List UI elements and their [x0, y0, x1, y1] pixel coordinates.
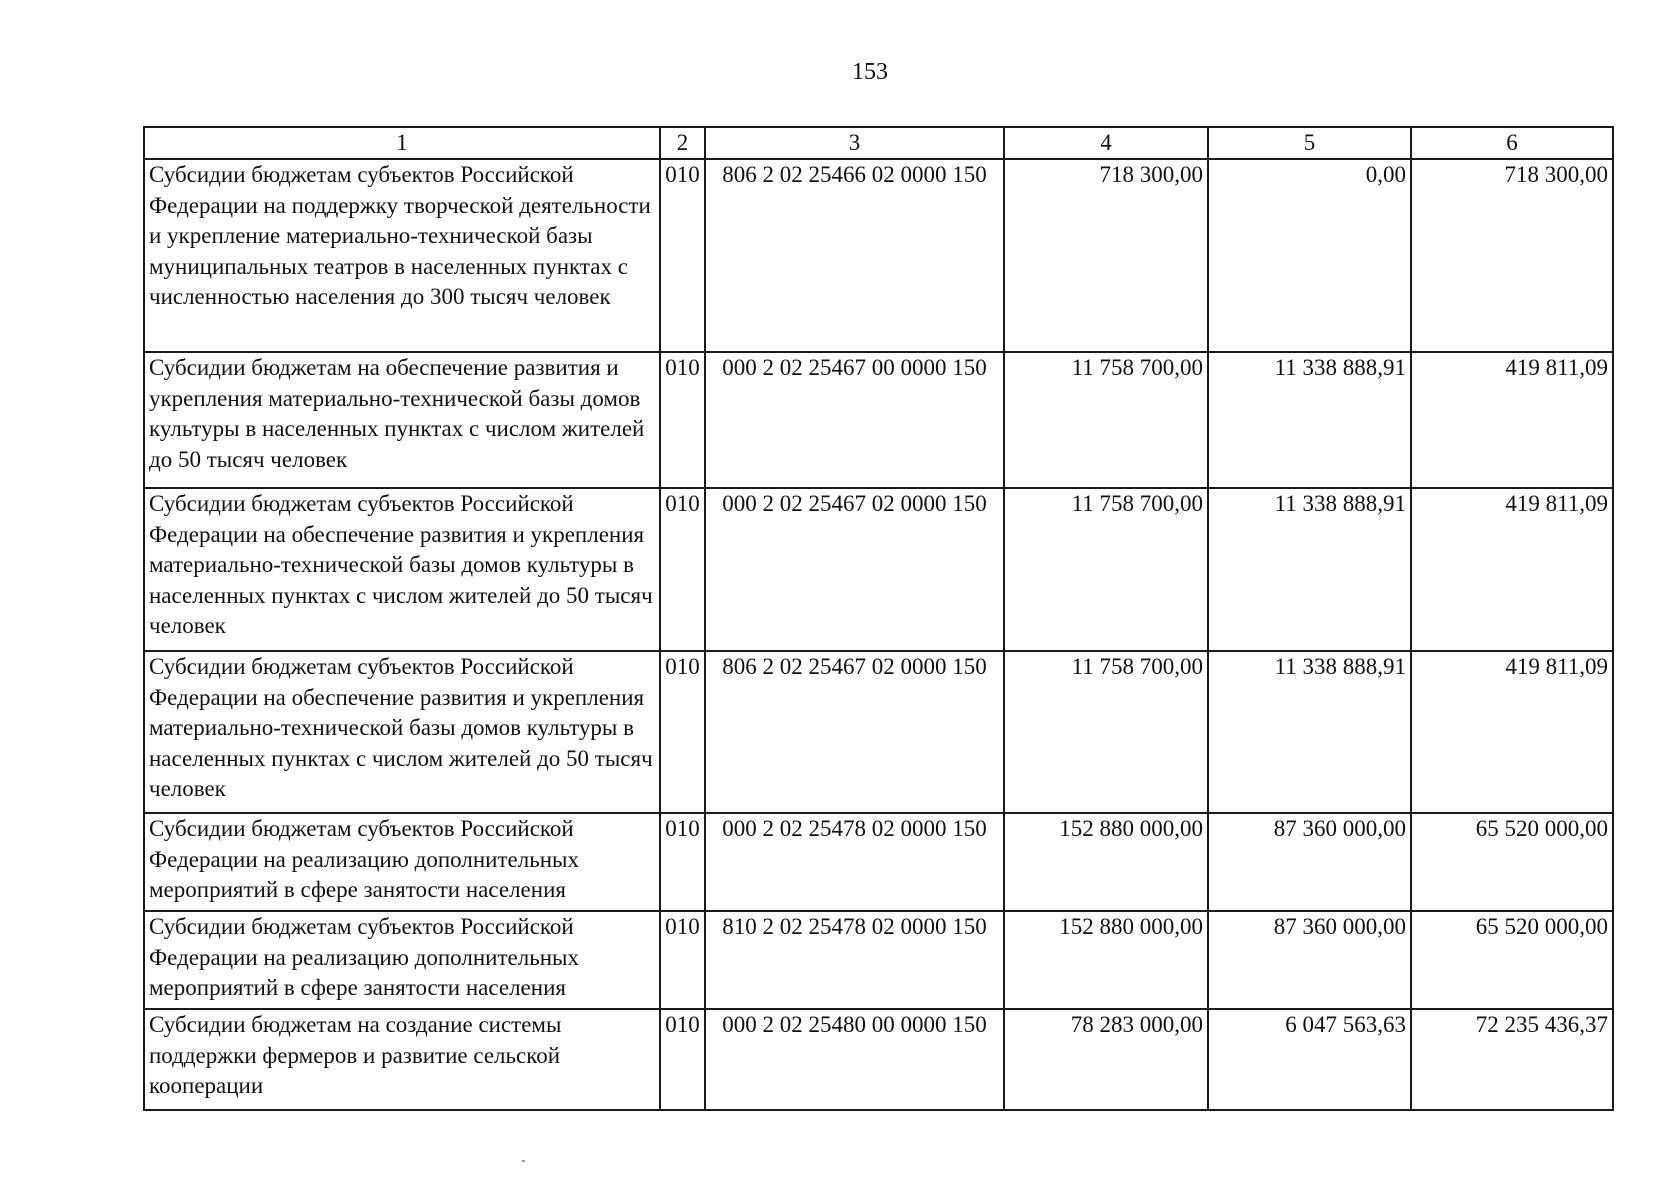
- row-col5-value: 11 338 888,91: [1208, 651, 1411, 813]
- table-row: [144, 1009, 1613, 1110]
- scan-speck: [522, 1160, 525, 1162]
- row-col5-value: 0,00: [1208, 159, 1411, 352]
- budget-table: [143, 126, 1614, 1111]
- table-row: [144, 352, 1613, 488]
- header-col-5: 5: [1208, 127, 1411, 159]
- row-col5-value: 6 047 563,63: [1208, 1009, 1411, 1110]
- row-col5-value: 11 338 888,91: [1208, 488, 1411, 651]
- row-col6-value: 419 811,09: [1411, 488, 1613, 651]
- budget-table-container: [143, 126, 1612, 1111]
- row-col6-value: 65 520 000,00: [1411, 911, 1613, 1009]
- header-col-6: 6: [1411, 127, 1613, 159]
- row-income-code: 000 2 02 25467 02 0000 150: [705, 488, 1004, 651]
- header-col-2: 2: [660, 127, 705, 159]
- row-income-code: 806 2 02 25466 02 0000 150: [705, 159, 1004, 352]
- row-col4-value: 78 283 000,00: [1004, 1009, 1208, 1110]
- row-income-code: 000 2 02 25478 02 0000 150: [705, 813, 1004, 911]
- header-row: [144, 127, 1613, 159]
- row-line-code: 010: [660, 1009, 705, 1110]
- row-line-code: 010: [660, 911, 705, 1009]
- row-col4-value: 152 880 000,00: [1004, 813, 1208, 911]
- row-col6-value: 419 811,09: [1411, 651, 1613, 813]
- row-col5-value: 11 338 888,91: [1208, 352, 1411, 488]
- table-row: [144, 651, 1613, 813]
- row-income-code: 806 2 02 25467 02 0000 150: [705, 651, 1004, 813]
- row-col5-value: 87 360 000,00: [1208, 911, 1411, 1009]
- row-description: Субсидии бюджетам субъектов Российской Федерации на обеспечение развития и укрепления материально-технической базы домов культуры в населенных пунктах с числом жителей до 50 тысяч человек: [144, 488, 660, 651]
- row-col4-value: 11 758 700,00: [1004, 488, 1208, 651]
- table-row: [144, 911, 1613, 1009]
- row-line-code: 010: [660, 159, 705, 352]
- header-col-4: 4: [1004, 127, 1208, 159]
- header-col-1: 1: [144, 127, 660, 159]
- row-income-code: 000 2 02 25480 00 0000 150: [705, 1009, 1004, 1110]
- table-row: [144, 488, 1613, 651]
- row-col5-value: 87 360 000,00: [1208, 813, 1411, 911]
- table-row: [144, 159, 1613, 352]
- row-income-code: 810 2 02 25478 02 0000 150: [705, 911, 1004, 1009]
- row-description: Субсидии бюджетам субъектов Российской Федерации на реализацию дополнительных мероприятий в сфере занятости населения: [144, 911, 660, 1009]
- row-line-code: 010: [660, 651, 705, 813]
- row-col6-value: 419 811,09: [1411, 352, 1613, 488]
- row-line-code: 010: [660, 813, 705, 911]
- row-line-code: 010: [660, 488, 705, 651]
- table-row: [144, 813, 1613, 911]
- row-description: Субсидии бюджетам субъектов Российской Федерации на поддержку творческой деятельности и укрепление материально-технической базы муниципальных театров в населенных пунктах с численностью населения до 300 тысяч человек: [144, 159, 660, 352]
- row-col6-value: 65 520 000,00: [1411, 813, 1613, 911]
- row-col6-value: 72 235 436,37: [1411, 1009, 1613, 1110]
- row-description: Субсидии бюджетам на обеспечение развития и укрепления материально-технической базы домов культуры в населенных пунктах с числом жителей до 50 тысяч человек: [144, 352, 660, 488]
- page-number: 153: [852, 59, 888, 85]
- row-description: Субсидии бюджетам субъектов Российской Федерации на реализацию дополнительных мероприятий в сфере занятости населения: [144, 813, 660, 911]
- row-description: Субсидии бюджетам субъектов Российской Федерации на обеспечение развития и укрепления материально-технической базы домов культуры в населенных пунктах с числом жителей до 50 тысяч человек: [144, 651, 660, 813]
- row-description: Субсидии бюджетам на создание системы поддержки фермеров и развитие сельской кооперации: [144, 1009, 660, 1110]
- row-col4-value: 718 300,00: [1004, 159, 1208, 352]
- row-col6-value: 718 300,00: [1411, 159, 1613, 352]
- row-income-code: 000 2 02 25467 00 0000 150: [705, 352, 1004, 488]
- row-col4-value: 152 880 000,00: [1004, 911, 1208, 1009]
- row-col4-value: 11 758 700,00: [1004, 352, 1208, 488]
- header-col-3: 3: [705, 127, 1004, 159]
- row-line-code: 010: [660, 352, 705, 488]
- row-col4-value: 11 758 700,00: [1004, 651, 1208, 813]
